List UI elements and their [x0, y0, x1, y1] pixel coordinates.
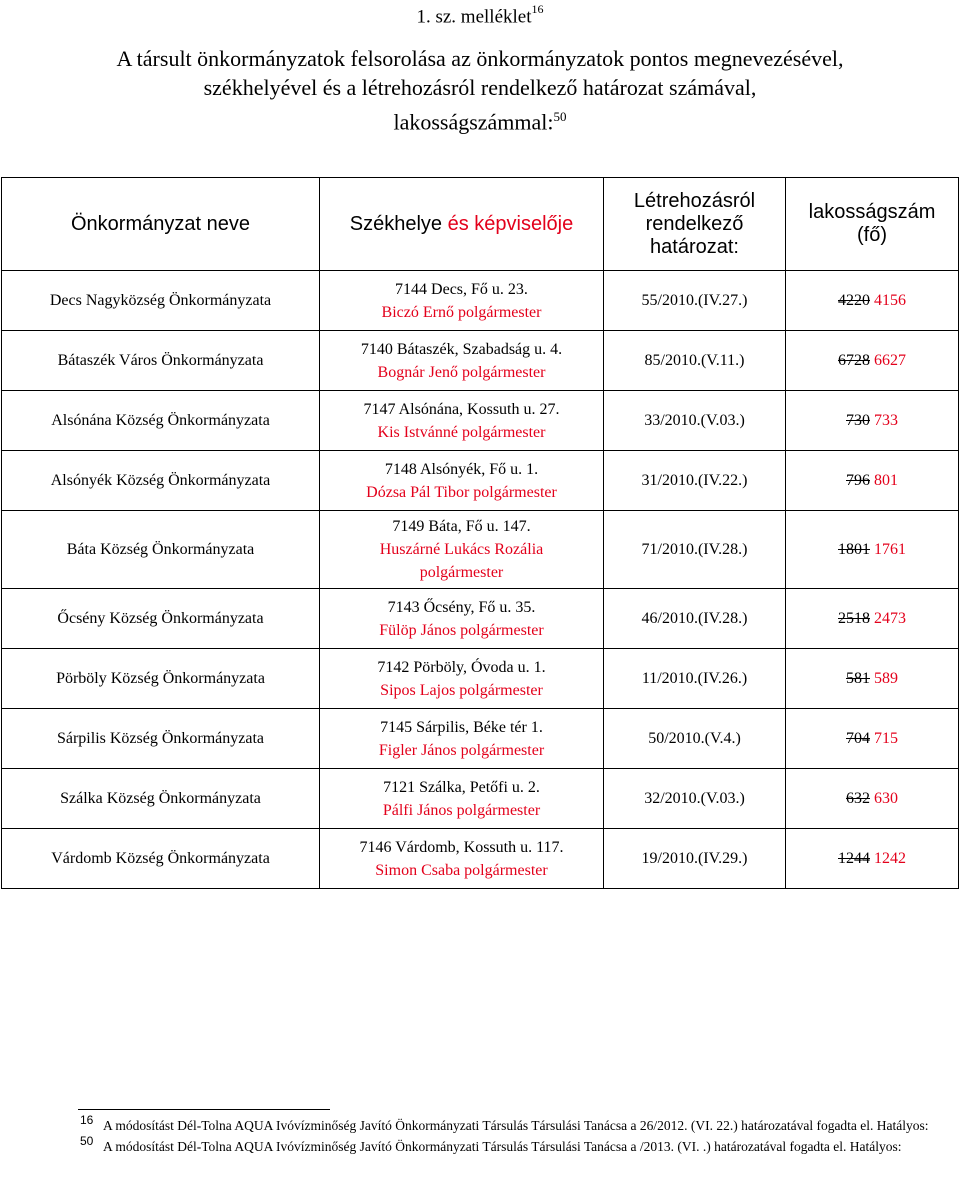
table-row: [2, 649, 959, 709]
annex-label: [0, 4, 960, 28]
table-row: [2, 331, 959, 391]
representative: Pálfi János polgármester: [382, 801, 541, 819]
representative-title: polgármester: [419, 564, 504, 581]
population-old: 1801: [838, 540, 870, 558]
header-population-line-2: (fő): [857, 224, 887, 246]
population-new: 715: [874, 729, 898, 747]
population-old: 632: [846, 789, 870, 807]
table-row: [2, 589, 959, 649]
seat-cell: [320, 331, 604, 391]
seat-cell: [320, 451, 604, 511]
seat-address: 7144 Decs, Fő u. 23.: [395, 280, 528, 298]
population-cell: [786, 271, 959, 331]
population-old: 4220: [838, 291, 870, 309]
seat-cell: [320, 511, 604, 589]
title-line-3-text: lakosságszámmal:: [393, 109, 554, 135]
annex-label-text: 1. sz. melléklet: [416, 6, 532, 28]
header-decision-line-3: határozat:: [650, 235, 739, 258]
population-old: 796: [846, 471, 870, 489]
municipality-name: Bátaszék Város Önkormányzata: [2, 331, 320, 391]
footnote-50: [80, 1134, 940, 1156]
representative: Biczó Ernő polgármester: [381, 303, 542, 321]
footnote-mark: 50: [80, 1134, 94, 1148]
municipality-name: Báta Község Önkormányzata: [2, 511, 320, 589]
annex-footnote-ref: 16: [531, 2, 544, 16]
seat-address: 7142 Pörböly, Óvoda u. 1.: [377, 658, 546, 676]
seat-cell: [320, 769, 604, 829]
document-title: [20, 44, 940, 136]
title-footnote-ref: 50: [553, 109, 567, 124]
seat-address: 7146 Várdomb, Kossuth u. 117.: [359, 838, 564, 856]
population-cell: [786, 511, 959, 589]
header-seat: [320, 178, 604, 271]
representative: Fülöp János polgármester: [379, 621, 544, 639]
decision-number: 50/2010.(V.4.): [604, 709, 786, 769]
decision-number: 33/2010.(V.03.): [604, 391, 786, 451]
representative: Figler János polgármester: [378, 741, 545, 759]
municipality-name: Decs Nagyközség Önkormányzata: [2, 271, 320, 331]
seat-address: 7145 Sárpilis, Béke tér 1.: [380, 718, 543, 736]
representative: Simon Csaba polgármester: [375, 861, 548, 879]
municipality-name: Sárpilis Község Önkormányzata: [2, 709, 320, 769]
title-line-2: székhelyével és a létrehozásról rendelkező határozat számával,: [203, 75, 757, 100]
population-old: 2518: [838, 609, 870, 627]
population-old: 1244: [838, 849, 870, 867]
footnote-mark: 16: [80, 1113, 94, 1127]
municipality-name: Pörböly Község Önkormányzata: [2, 649, 320, 709]
footnote-16: [80, 1113, 940, 1135]
representative: Sipos Lajos polgármester: [380, 681, 543, 699]
municipality-name: Őcsény Község Önkormányzata: [2, 589, 320, 649]
decision-number: 32/2010.(V.03.): [604, 769, 786, 829]
seat-cell: [320, 709, 604, 769]
table-row: [2, 511, 959, 589]
seat-address: 7140 Bátaszék, Szabadság u. 4.: [360, 340, 563, 358]
header-decision-line-1: Létrehozásról: [633, 189, 756, 212]
population-cell: [786, 829, 959, 889]
representative: Kis Istvánné polgármester: [377, 423, 546, 441]
decision-number: 46/2010.(IV.28.): [604, 589, 786, 649]
population-cell: [786, 451, 959, 511]
title-line-3: [20, 102, 940, 136]
representative: Huszárné Lukács Rozália: [379, 541, 544, 558]
population-old: 581: [846, 669, 870, 687]
seat-cell: [320, 271, 604, 331]
seat-cell: [320, 589, 604, 649]
municipalities-table: [1, 177, 959, 889]
header-name: Önkormányzat neve: [2, 178, 320, 271]
population-cell: [786, 589, 959, 649]
representative: Dózsa Pál Tibor polgármester: [366, 483, 557, 501]
seat-cell: [320, 649, 604, 709]
population-old: 730: [846, 411, 870, 429]
table-row: [2, 451, 959, 511]
population-new: 1761: [874, 540, 906, 558]
title-line-1: A társult önkormányzatok felsorolása az önkormányzatok pontos megnevezésével,: [116, 46, 844, 71]
decision-number: 19/2010.(IV.29.): [604, 829, 786, 889]
table-row: [2, 709, 959, 769]
population-old: 704: [846, 729, 870, 747]
seat-address: 7147 Alsónána, Kossuth u. 27.: [363, 400, 560, 418]
population-cell: [786, 769, 959, 829]
population-new: 4156: [874, 291, 906, 309]
seat-address: 7148 Alsónyék, Fő u. 1.: [384, 460, 539, 478]
population-cell: [786, 709, 959, 769]
decision-number: 71/2010.(IV.28.): [604, 511, 786, 589]
header-population-line-1: lakosságszám: [808, 201, 936, 223]
population-new: 6627: [874, 351, 906, 369]
seat-address: 7121 Szálka, Petőfi u. 2.: [383, 778, 540, 796]
header-seat-a: Székhelye: [349, 212, 443, 235]
footnote-separator: [78, 1109, 330, 1110]
population-cell: [786, 649, 959, 709]
header-population: [786, 178, 959, 271]
seat-address: 7149 Báta, Fő u. 147.: [392, 518, 531, 535]
municipality-name: Alsónyék Község Önkormányzata: [2, 451, 320, 511]
header-seat-b: és képviselője: [447, 212, 574, 235]
footnotes: [80, 1113, 940, 1156]
table-row: [2, 769, 959, 829]
municipality-name: Szálka Község Önkormányzata: [2, 769, 320, 829]
decision-number: 85/2010.(V.11.): [604, 331, 786, 391]
table-row: [2, 391, 959, 451]
population-new: 630: [874, 789, 898, 807]
header-decision-line-2: rendelkező: [645, 212, 744, 235]
population-cell: [786, 331, 959, 391]
decision-number: 11/2010.(IV.26.): [604, 649, 786, 709]
municipality-name: Várdomb Község Önkormányzata: [2, 829, 320, 889]
seat-cell: [320, 829, 604, 889]
table-row: [2, 829, 959, 889]
representative: Bognár Jenő polgármester: [377, 363, 546, 381]
population-new: 801: [874, 471, 898, 489]
footnote-text: A módosítást Dél-Tolna AQUA Ivóvízminőség Javító Önkormányzati Társulás Társulási Tanácsa a 26/2012. (VI. 22.) határozatával fogadta el. Hatályos:: [103, 1118, 929, 1133]
municipality-name: Alsónána Község Önkormányzata: [2, 391, 320, 451]
population-new: 2473: [874, 609, 906, 627]
population-new: 733: [874, 411, 898, 429]
header-decision: [604, 178, 786, 271]
seat-address: 7143 Őcsény, Fő u. 35.: [387, 598, 536, 616]
population-new: 589: [874, 669, 898, 687]
table-header-row: [2, 178, 959, 271]
footnote-text: A módosítást Dél-Tolna AQUA Ivóvízminőség Javító Önkormányzati Társulás Társulási Tanácsa a /2013. (VI. .) határozatával fogadta el. Hatályos:: [103, 1139, 902, 1154]
population-old: 6728: [838, 351, 870, 369]
decision-number: 55/2010.(IV.27.): [604, 271, 786, 331]
population-new: 1242: [874, 849, 906, 867]
seat-cell: [320, 391, 604, 451]
population-cell: [786, 391, 959, 451]
decision-number: 31/2010.(IV.22.): [604, 451, 786, 511]
table-row: [2, 271, 959, 331]
